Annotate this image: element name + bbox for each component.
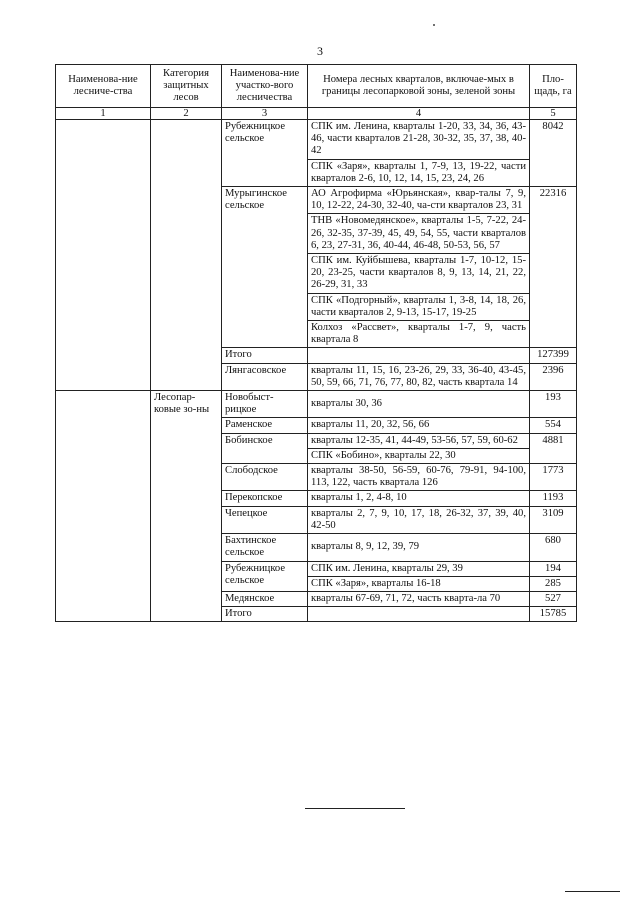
header-district: Наименова-ние участко-вого лесничества <box>222 65 308 108</box>
total-label: Итого <box>222 607 308 622</box>
total-area: 15785 <box>530 607 577 622</box>
district-cell: Новобыст-рицкое <box>222 391 308 418</box>
quarters-cell: кварталы 1, 2, 4-8, 10 <box>308 491 530 506</box>
area-cell: 4881 <box>530 433 577 463</box>
area-cell: 1773 <box>530 464 577 491</box>
quarters-cell: СПК «Подгорный», кварталы 1, 3-8, 14, 18, 26, части кварталов 2, 9-13, 15-17, 19-25 <box>308 293 530 320</box>
column-number: 1 <box>56 108 151 120</box>
column-number: 4 <box>308 108 530 120</box>
district-cell: Бахтинское сельское <box>222 534 308 561</box>
category-cell <box>151 120 222 391</box>
header-area: Пло-щадь, га <box>530 65 577 108</box>
quarters-cell: кварталы 12-35, 41, 44-49, 53-56, 57, 59, 60-62 <box>308 433 530 448</box>
quarters-cell: кварталы 38-50, 56-59, 60-76, 79-91, 94-100, 113, 122, часть квартала 126 <box>308 464 530 491</box>
area-cell: 194 <box>530 561 577 576</box>
quarters-cell: кварталы 11, 20, 32, 56, 66 <box>308 418 530 433</box>
area-cell: 1193 <box>530 491 577 506</box>
district-cell: Чепецкое <box>222 506 308 533</box>
quarters-cell <box>308 348 530 363</box>
corner-divider <box>565 891 620 892</box>
scan-speck <box>433 24 435 26</box>
column-number: 2 <box>151 108 222 120</box>
area-cell: 22316 <box>530 187 577 348</box>
table-row <box>56 391 577 418</box>
area-cell: 680 <box>530 534 577 561</box>
column-number: 5 <box>530 108 577 120</box>
category-cell: Лесопар-ковые зо-ны <box>151 391 222 622</box>
quarters-cell: кварталы 8, 9, 12, 39, 79 <box>308 534 530 561</box>
forest-quarters-table <box>55 64 577 622</box>
quarters-cell: кварталы 67-69, 71, 72, часть кварта-ла 70 <box>308 591 530 606</box>
district-cell: Бобинское <box>222 433 308 463</box>
area-cell: 3109 <box>530 506 577 533</box>
quarters-cell: ТНВ «Новомедянское», кварталы 1-5, 7-22, 24-26, 32-35, 37-39, 45, 49, 54, 55, части кварталов 6, 23, 27-31, 36, 40-44, 46-48, 50-53, 56, 57 <box>308 214 530 254</box>
area-cell: 285 <box>530 576 577 591</box>
page-number: 3 <box>317 44 323 58</box>
quarters-cell: АО Агрофирма «Юрьянская», квар-талы 7, 9, 10, 12-22, 24-30, 32-40, ча-сти кварталов 23, 31 <box>308 187 530 214</box>
quarters-cell: СПК «Заря», кварталы 16-18 <box>308 576 530 591</box>
quarters-cell: кварталы 2, 7, 9, 10, 17, 18, 26-32, 37, 39, 40, 42-50 <box>308 506 530 533</box>
header-quarters: Номера лесных кварталов, включае-мых в границы лесопарковой зоны, зеленой зоны <box>308 65 530 108</box>
quarters-cell: кварталы 11, 15, 16, 23-26, 29, 33, 36-40, 43-45, 50, 59, 66, 71, 76, 77, 80, 82, часть квартала 14 <box>308 363 530 390</box>
quarters-cell: СПК им. Куйбышева, кварталы 1-7, 10-12, 15-20, 23-25, части кварталов 8, 9, 13, 14, 21, 22, 26-29, 31, 33 <box>308 254 530 294</box>
footer-divider <box>305 808 405 809</box>
district-cell: Рубежницкое сельское <box>222 120 308 187</box>
table-header-row <box>56 65 577 108</box>
quarters-cell: СПК им. Ленина, кварталы 1-20, 33, 34, 36, 43-46, части кварталов 21-28, 30-32, 35, 37, 38, 40-42 <box>308 120 530 160</box>
area-cell: 527 <box>530 591 577 606</box>
district-cell: Рубежницкое сельское <box>222 561 308 591</box>
district-cell: Мурыгинское сельское <box>222 187 308 348</box>
header-forestry: Наименова-ние лесниче-ства <box>56 65 151 108</box>
quarters-cell: Колхоз «Рассвет», кварталы 1-7, 9, часть квартала 8 <box>308 321 530 348</box>
district-cell: Медянское <box>222 591 308 606</box>
forestry-cell <box>56 120 151 391</box>
district-cell: Перекопское <box>222 491 308 506</box>
area-cell: 8042 <box>530 120 577 187</box>
header-category: Категория защитных лесов <box>151 65 222 108</box>
total-area: 127399 <box>530 348 577 363</box>
quarters-cell: СПК им. Ленина, кварталы 29, 39 <box>308 561 530 576</box>
district-cell: Слободское <box>222 464 308 491</box>
quarters-cell: кварталы 30, 36 <box>308 391 530 418</box>
district-cell: Раменское <box>222 418 308 433</box>
quarters-cell: СПК «Заря», кварталы 1, 7-9, 13, 19-22, части кварталов 2-6, 10, 12, 14, 15, 23, 24, 26 <box>308 159 530 186</box>
quarters-cell <box>308 607 530 622</box>
area-cell: 193 <box>530 391 577 418</box>
column-number-row <box>56 108 577 120</box>
column-number: 3 <box>222 108 308 120</box>
quarters-cell: СПК «Бобино», кварталы 22, 30 <box>308 448 530 463</box>
district-cell: Лянгасовское <box>222 363 308 390</box>
forestry-cell <box>56 391 151 622</box>
total-label: Итого <box>222 348 308 363</box>
area-cell: 2396 <box>530 363 577 390</box>
table-row <box>56 120 577 160</box>
area-cell: 554 <box>530 418 577 433</box>
